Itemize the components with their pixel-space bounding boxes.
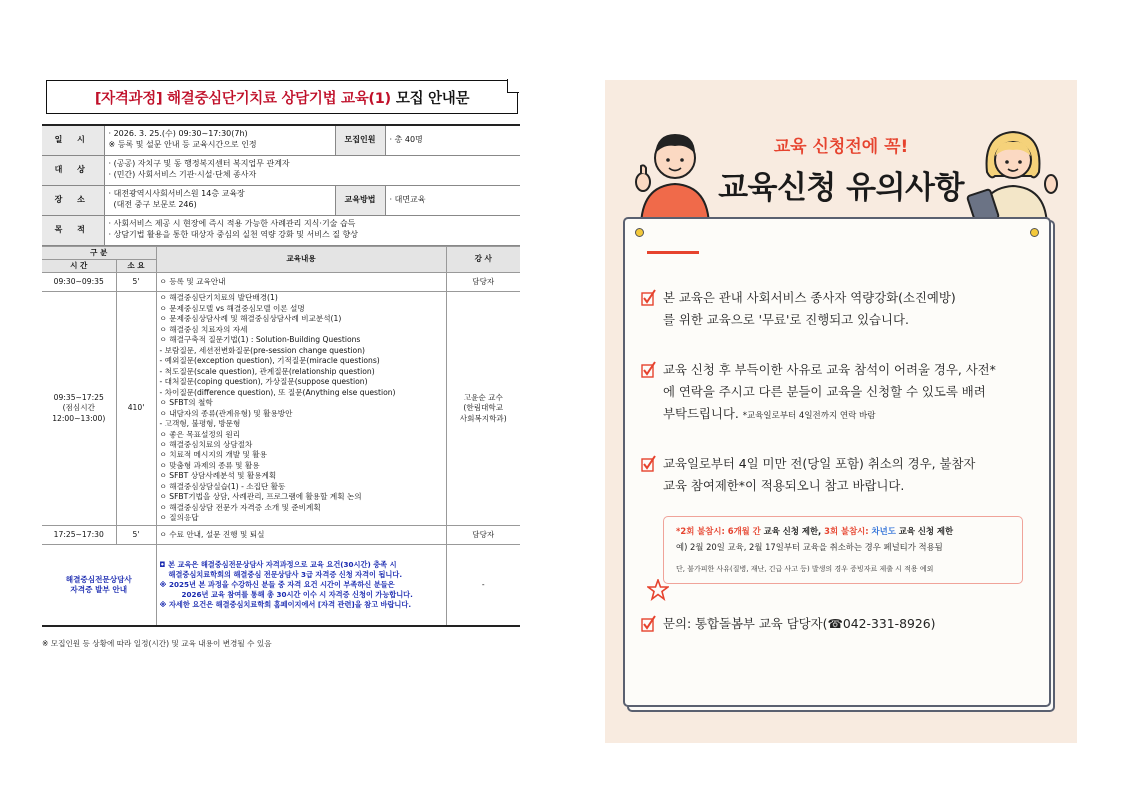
rule-example: 예) 2월 20일 교육, 2월 17일부터 교육을 취소하는 경우 페널티가 적용됨 [676,542,943,552]
schedule-time-header: 시 간 [42,259,116,272]
notice-line: 교육일로부터 4일 미만 전(당일 포함) 취소의 경우, 불참자 [663,456,976,471]
notice-line: 교육 신청 후 부득이한 사유로 교육 참석이 어려울 경우, 사전* [663,362,996,377]
checkbox-icon [641,361,657,379]
cert-line: 2026년 교육 참여를 통해 총 30시간 이수 시 자격증 신청이 가능합니다. [181,589,413,599]
target-label: 대 상 [42,155,104,185]
lecturer-line: 사회복지학과) [459,413,507,423]
content-item: ㅇ 질의응답 [159,513,199,523]
checkbox-icon [641,455,657,473]
schedule-duration-header: 소 요 [116,259,156,272]
table-row [42,292,520,525]
notice-board [623,217,1051,707]
content-item: ㅇ 맞춤형 과제의 종류 및 활용 [159,460,260,470]
notice-line: 를 위한 교육으로 '무료'로 진행되고 있습니다. [663,312,909,327]
row-duration: 5' [116,525,156,544]
row-time: 09:30~09:35 [42,273,116,292]
place-line: (대전 중구 보문로 246) [113,200,197,209]
schedule-lecturer-header: 강 사 [446,246,520,273]
content-item: ㅇ 해결중심단기치료의 발단배경(1) [159,293,278,303]
rule-part: 교육 신청 제한 [895,526,954,536]
row-time [42,292,116,525]
row-time: 17:25~17:30 [42,525,116,544]
cert-lecturer: - [446,544,520,626]
row-lecturer: 담당자 [446,273,520,292]
content-item: - 차이질문(difference question), 또 질문(Anything else question) [159,387,396,397]
schedule-group-header: 구 분 [42,246,156,259]
table-row [42,525,520,544]
rule-part: *2회 불참시: [676,526,728,536]
contact-info: 문의: 통합돌봄부 교육 담당자(☎042-331-8926) [663,616,936,631]
content-item: - 보람질문, 세션전변화질문(pre-session change question) [159,345,365,355]
checkbox-icon [641,289,657,307]
schedule-content-header: 교육내용 [156,246,446,273]
rule-line [676,523,1010,539]
quota-label: 모집인원 [335,125,385,155]
cert-notice [156,544,446,626]
accent-divider [647,251,699,254]
notice-item-penalty [663,453,975,497]
recruitment-notice [42,80,520,649]
notice-poster [605,80,1077,743]
row-duration: 5' [116,273,156,292]
notice-title [46,80,518,114]
notice-title-main: [자격과정] 해결중심단기치료 상담기법 교육(1) [94,90,391,107]
rule-part: 6개월 간 [727,526,761,536]
content-item: - 대처질문(coping question), 가상질문(suppose question) [159,377,368,387]
footnote: ※ 모집인원 등 상황에 따라 일정(시간) 및 교육 내용이 변경될 수 있음 [42,639,272,649]
date-line: · 2026. 3. 25.(수) 09:30~17:30(7h) [108,129,248,139]
content-item: ㅇ 좋은 목표설정의 원리 [159,429,241,439]
lecturer-line: (한림대학교 [463,403,504,413]
notice-line: 본 교육은 관내 사회서비스 종사자 역량강화(소진예방) [663,290,956,305]
purpose-label: 목 적 [42,215,104,245]
place-value [104,185,335,215]
time-line: (점심시간 [62,403,95,413]
purpose-value [104,215,520,245]
notice-item-free [663,287,956,331]
content-item: ㅇ 해결구축적 질문기법(1) : Solution-Building Questions [159,335,361,345]
cert-label [42,544,156,626]
cert-line: ※ 2025년 본 과정을 수강하신 분들 중 자격 요건 시간이 부족하신 분들은 [159,580,395,590]
poster-title: 교육신청 유의사항 [718,170,964,206]
content-item: ㅇ SFBT의 철학 [159,398,213,408]
row-lecturer [446,292,520,525]
notice-line: 에 연락을 주시고 다른 분들이 교육을 신청할 수 있도록 배려 [663,384,986,399]
folded-corner-icon [507,79,519,93]
cert-line: ※ 자세한 요건은 해결중심치료학회 홈페이지에서 [자격 관련]을 참고 바랍니다. [159,599,412,609]
time-line: 12:00~13:00) [52,413,106,423]
rule-part: 차년도 [871,526,896,536]
info-table [42,124,520,246]
method-label: 교육방법 [335,185,385,215]
cert-line: 해결중심치료학회의 해결중심 전문상담사 3급 자격증 신청 자격이 됩니다. [168,570,403,580]
place-line: · 대전광역시사회서비스원 14층 교육장 [108,189,245,199]
penalty-rule-box [663,516,1023,584]
content-item: ㅇ 문제중심모델 vs 해결중심모델 이론 설명 [159,303,305,313]
notice-line: 교육 참여제한*이 적용되오니 참고 바랍니다. [663,478,905,493]
table-row [42,544,520,626]
content-item: ㅇ 해결중심치료의 상담절차 [159,440,253,449]
target-line: · (민간) 사회서비스 기관·시설·단체 종사자 [108,170,257,179]
quota-value: · 총 40명 [385,125,520,155]
purpose-line: · 상담기법 활용을 통한 대상자 중심의 실천 역량 강화 및 서비스 질 향상 [108,230,358,239]
content-item: ㅇ 치료적 메시지의 개발 및 활용 [159,450,267,460]
time-line: 09:35~17:25 [53,392,104,402]
place-label: 장 소 [42,185,104,215]
purpose-line: · 사회서비스 제공 시 현장에 즉시 적용 가능한 사례관리 지식·기술 습득 [108,219,356,229]
cert-label-line: 해결중심전문상담사 [65,574,132,584]
row-lecturer: 담당자 [446,525,520,544]
content-item: - 척도질문(scale question), 관계질문(relationship question) [159,366,375,376]
method-value: · 대면교육 [385,185,520,215]
date-line: ※ 등록 및 설문 안내 등 교육시간으로 인정 [108,140,257,150]
lecturer-line: 고윤순 교수 [463,392,503,402]
target-value [104,155,520,185]
content-item: ㅇ 해결중심 치료자의 자세 [159,324,248,334]
row-content-list [156,292,446,525]
pin-icon [1030,228,1039,237]
content-item: ㅇ SFBT 상담사례분석 및 활용계획 [159,471,277,481]
rule-part: 3회 불참시: [824,526,872,536]
content-item: ㅇ 문제중심상담사례 및 해결중심상담사례 비교분석(1) [159,314,342,324]
content-item: ㅇ 해결중심상담 전문가 자격증 소개 및 준비계획 [159,502,321,512]
notice-line: 부탁드립니다. [663,406,739,421]
date-label: 일 시 [42,125,104,155]
content-item: ㅇ 해결중심상담실습(1) - 소집단 활동 [159,481,286,491]
content-item: ㅇ SFBT기법을 상담, 사례관리, 프로그램에 활용할 계획 논의 [159,492,362,502]
notice-small: *교육일로부터 4일전까지 연락 바람 [742,411,876,421]
row-content: ㅇ 등록 및 교육안내 [156,273,446,292]
content-item: - 고객형, 불평형, 방문형 [159,419,241,429]
target-line: · (공공) 자치구 및 동 행정복지센터 복지업무 관계자 [108,159,290,169]
cert-label-line: 자격증 발부 안내 [70,585,128,594]
cert-line: 본 교육은 해결중심전문상담사 자격과정으로 교육 요건(30시간) 충족 시 [168,560,397,570]
schedule-table [42,246,520,628]
poster-subtitle: 교육 신청전에 꼭! [773,137,909,157]
row-content: ㅇ 수료 안내, 설문 진행 및 퇴실 [156,525,446,544]
row-duration: 410' [116,292,156,525]
rule-part: 교육 신청 제한, [760,526,825,536]
content-item: ㅇ 내담자의 종류(관계유형) 및 활용방안 [159,408,293,418]
table-row [42,273,520,292]
circle-bullet-icon: ◘ [159,560,166,570]
notice-item-cancel [663,359,996,427]
checkbox-icon [641,615,657,633]
rule-exception: 단, 불가피한 사유(질병, 재난, 긴급 사고 등) 발생의 경우 증빙자료 제출 시 적용 예외 [676,565,934,573]
notice-title-suffix: 모집 안내문 [395,90,470,107]
content-item: - 예외질문(exception question), 기적질문(miracle questions) [159,356,380,366]
date-value [104,125,335,155]
pin-icon [635,228,644,237]
